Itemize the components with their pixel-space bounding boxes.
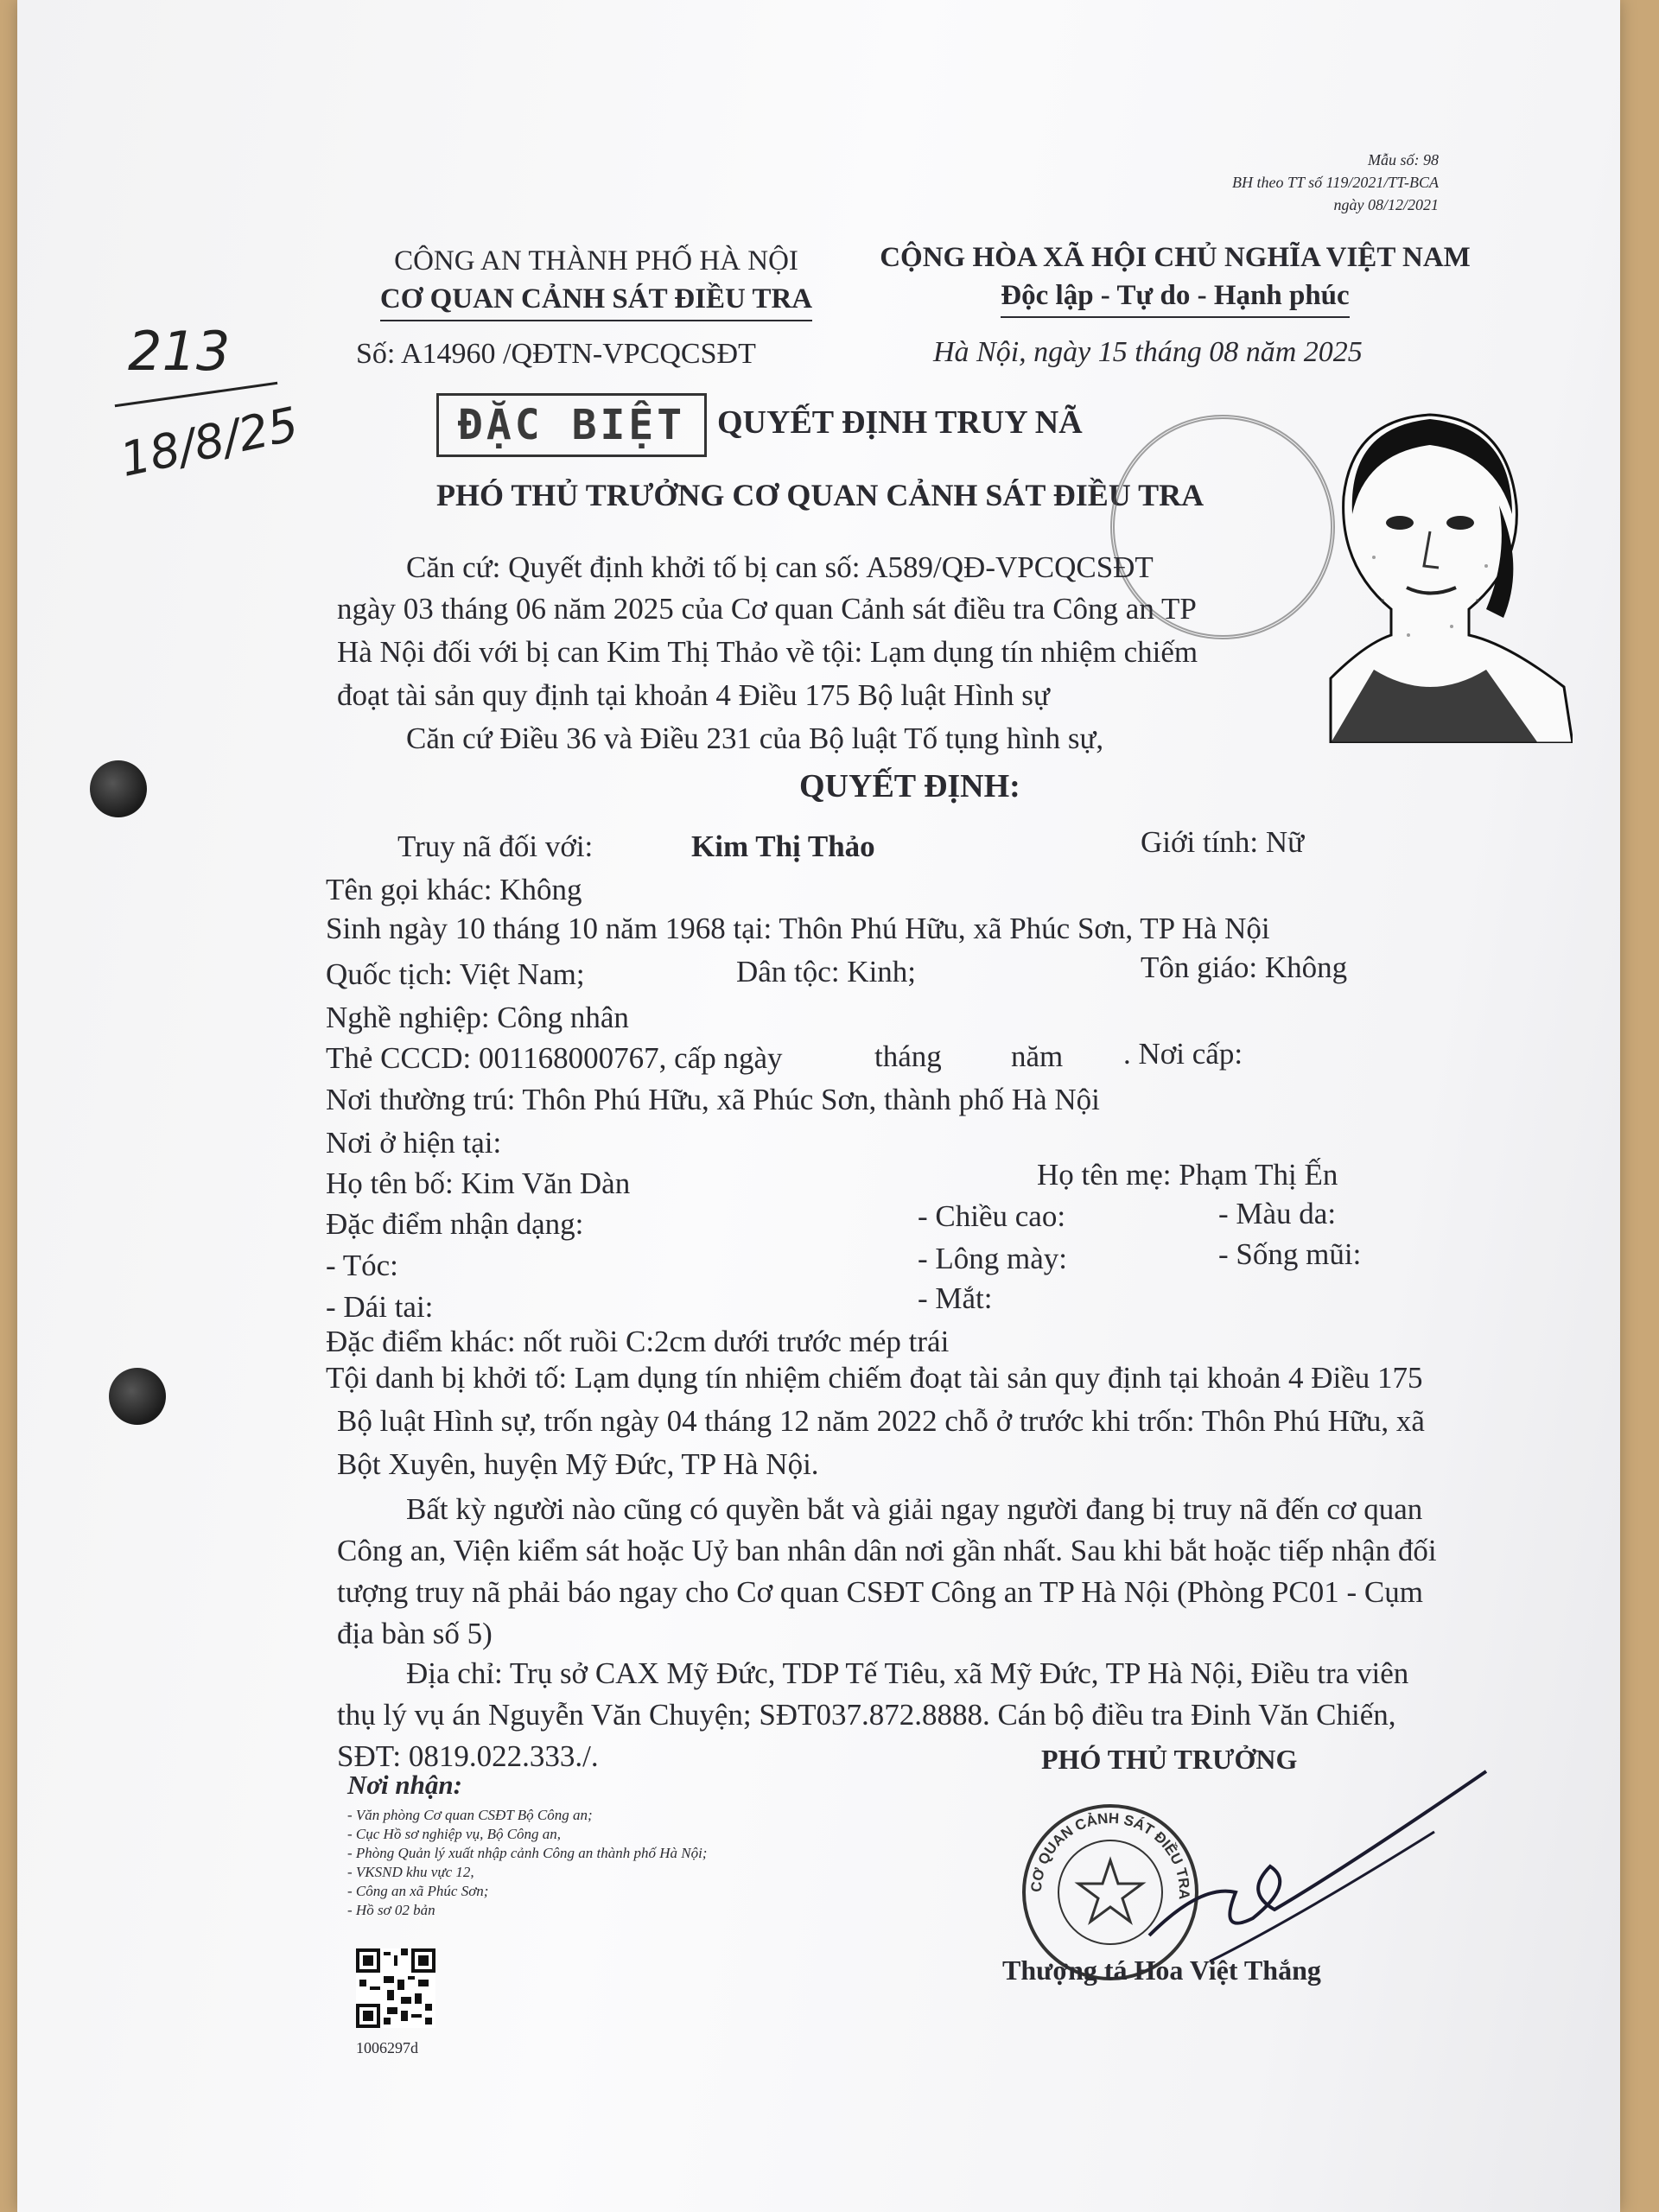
- address-line: SĐT: 0819.022.333./.: [337, 1739, 599, 1773]
- form-code-line3: ngày 08/12/2021: [1333, 196, 1439, 213]
- document-subtitle: PHÓ THỦ TRƯỞNG CƠ QUAN CẢNH SÁT ĐIỀU TRA: [436, 478, 1205, 512]
- preamble-line: đoạt tài sản quy định tại khoản 4 Điều 175 Bộ luật Hình sự: [337, 678, 1050, 712]
- recipients-list: [347, 1806, 707, 1920]
- feature-nose: - Sống mũi:: [1218, 1237, 1362, 1271]
- decision-heading: QUYẾT ĐỊNH:: [799, 768, 1020, 804]
- recipient-item: - Hồ sơ 02 bản: [347, 1902, 435, 1918]
- motto: Độc lập - Tự do - Hạnh phúc: [1001, 276, 1349, 318]
- agency-name: CƠ QUAN CẢNH SÁT ĐIỀU TRA: [380, 280, 812, 321]
- agency-parent: CÔNG AN THÀNH PHỐ HÀ NỘI: [394, 245, 798, 276]
- special-stamp: ĐẶC BIỆT: [436, 393, 707, 457]
- id-issue-place: . Nơi cấp:: [1123, 1037, 1243, 1071]
- punch-hole-top: [90, 760, 147, 817]
- recipient-item: - Công an xã Phúc Sơn;: [347, 1883, 489, 1899]
- country-name: CỘNG HÒA XÃ HỘI CHỦ NGHĨA VIỆT NAM: [880, 242, 1471, 273]
- address-line: Địa chỉ: Trụ sở CAX Mỹ Đức, TDP Tế Tiêu, xã Mỹ Đức, TP Hà Nội, Điều tra viên: [406, 1656, 1409, 1690]
- preamble-line: Hà Nội đối với bị can Kim Thị Thảo về tội: Lạm dụng tín nhiệm chiếm: [337, 635, 1198, 669]
- suspect-alias: Tên gọi khác: Không: [326, 873, 582, 906]
- recipient-item: - Văn phòng Cơ quan CSĐT Bộ Công an;: [347, 1807, 593, 1823]
- recipient-item: - Phòng Quản lý xuất nhập cảnh Công an thành phố Hà Nội;: [347, 1845, 708, 1861]
- suspect-religion: Tôn giáo: Không: [1141, 950, 1348, 984]
- feature-hair: - Tóc:: [326, 1249, 398, 1282]
- suspect-ethnicity: Dân tộc: Kinh;: [736, 955, 917, 988]
- suspect-permanent-address: Nơi thường trú: Thôn Phú Hữu, xã Phúc Sơn, thành phố Hà Nội: [326, 1083, 1100, 1116]
- recipients-heading: Nơi nhận:: [347, 1770, 462, 1800]
- suspect-id-card: Thẻ CCCD: 001168000767, cấp ngày: [326, 1041, 783, 1075]
- address-line: thụ lý vụ án Nguyễn Văn Chuyện; SĐT037.872.8888. Cán bộ điều tra Đinh Văn Chiến,: [337, 1698, 1396, 1732]
- document-code: 1006297d: [356, 2039, 418, 2056]
- id-issue-year: năm: [1011, 1039, 1064, 1073]
- suspect-occupation: Nghề nghiệp: Công nhân: [326, 1001, 629, 1034]
- recipient-item: - Cục Hồ sơ nghiệp vụ, Bộ Công an,: [347, 1826, 562, 1842]
- document-page: [17, 0, 1620, 2212]
- suspect-photo: [1279, 393, 1573, 743]
- instruction-line: địa bàn số 5): [337, 1617, 493, 1650]
- suspect-current-address: Nơi ở hiện tại:: [326, 1126, 502, 1160]
- suspect-name: Kim Thị Thảo: [691, 830, 875, 863]
- signer-role: PHÓ THỦ TRƯỞNG: [1041, 1744, 1298, 1775]
- charge-line: Bột Xuyên, huyện Mỹ Đức, TP Hà Nội.: [337, 1447, 819, 1481]
- instruction-line: tượng truy nã phải báo ngay cho Cơ quan CSĐT Công an TP Hà Nội (Phòng PC01 - Cụm: [337, 1575, 1423, 1609]
- suspect-father: Họ tên bố: Kim Văn Dàn: [326, 1166, 631, 1200]
- handwritten-divider: [115, 382, 278, 407]
- feature-ears: - Dái tai:: [326, 1290, 434, 1324]
- header-left: [346, 242, 847, 321]
- feature-other: Đặc điểm khác: nốt ruồi C:2cm dưới trước mép trái: [326, 1325, 950, 1358]
- form-code-line2: BH theo TT số 119/2021/TT-BCA: [1231, 174, 1439, 191]
- qr-code: [356, 1948, 435, 2028]
- punch-hole-bottom: [109, 1368, 166, 1425]
- wanted-label: Truy nã đối với:: [397, 830, 594, 863]
- charge-line: Bộ luật Hình sự, trốn ngày 04 tháng 12 năm 2022 chỗ ở trước khi trốn: Thôn Phú Hữu, xã: [337, 1404, 1425, 1438]
- signer-name: Thượng tá Hoa Việt Thắng: [1002, 1955, 1321, 1986]
- preamble-line: Căn cứ Điều 36 và Điều 231 của Bộ luật Tố tụng hình sự,: [406, 721, 1104, 755]
- preamble-line: Căn cứ: Quyết định khởi tố bị can số: A589/QĐ-VPCQCSĐT: [406, 550, 1154, 584]
- signature-mark: [1123, 1763, 1503, 1979]
- suspect-mother: Họ tên mẹ: Phạm Thị Ến: [1037, 1158, 1338, 1192]
- id-issue-month: tháng: [874, 1039, 942, 1073]
- handwritten-number: 213: [128, 320, 231, 383]
- feature-skin: - Màu da:: [1218, 1197, 1337, 1230]
- suspect-birth: Sinh ngày 10 tháng 10 năm 1968 tại: Thôn Phú Hữu, xã Phúc Sơn, TP Hà Nội: [326, 912, 1270, 945]
- seal-text: CƠ QUAN CẢNH SÁT ĐIỀU TRA: [1027, 1809, 1193, 1900]
- document-title: QUYẾT ĐỊNH TRUY NÃ: [717, 404, 1083, 441]
- instruction-line: Công an, Viện kiểm sát hoặc Uỷ ban nhân dân nơi gần nhất. Sau khi bắt hoặc tiếp nhận đối: [337, 1534, 1437, 1567]
- issue-date: Hà Nội, ngày 15 tháng 08 năm 2025: [933, 336, 1363, 368]
- document-number: Số: A14960 /QĐTN-VPCQCSĐT: [356, 338, 756, 370]
- suspect-nationality: Quốc tịch: Việt Nam;: [326, 957, 585, 991]
- form-code-line1: Mẫu số: 98: [1368, 151, 1439, 168]
- suspect-gender: Giới tính: Nữ: [1141, 825, 1305, 859]
- preamble-line: ngày 03 tháng 06 năm 2025 của Cơ quan Cảnh sát điều tra Công an TP: [337, 592, 1197, 626]
- identification-features: Đặc điểm nhận dạng:: [326, 1207, 584, 1241]
- form-code: [1232, 149, 1439, 216]
- header-right: [830, 238, 1521, 318]
- feature-eyebrows: - Lông mày:: [918, 1242, 1068, 1275]
- charge-line: Tội danh bị khởi tố: Lạm dụng tín nhiệm chiếm đoạt tài sản quy định tại khoản 4 Điều 175: [326, 1361, 1423, 1395]
- handwritten-date: 18/8/25: [115, 397, 303, 487]
- instruction-line: Bất kỳ người nào cũng có quyền bắt và giải ngay người đang bị truy nã đến cơ quan: [406, 1492, 1423, 1526]
- recipient-item: - VKSND khu vực 12,: [347, 1864, 474, 1880]
- feature-eyes: - Mắt:: [918, 1281, 993, 1315]
- feature-height: - Chiều cao:: [918, 1199, 1066, 1233]
